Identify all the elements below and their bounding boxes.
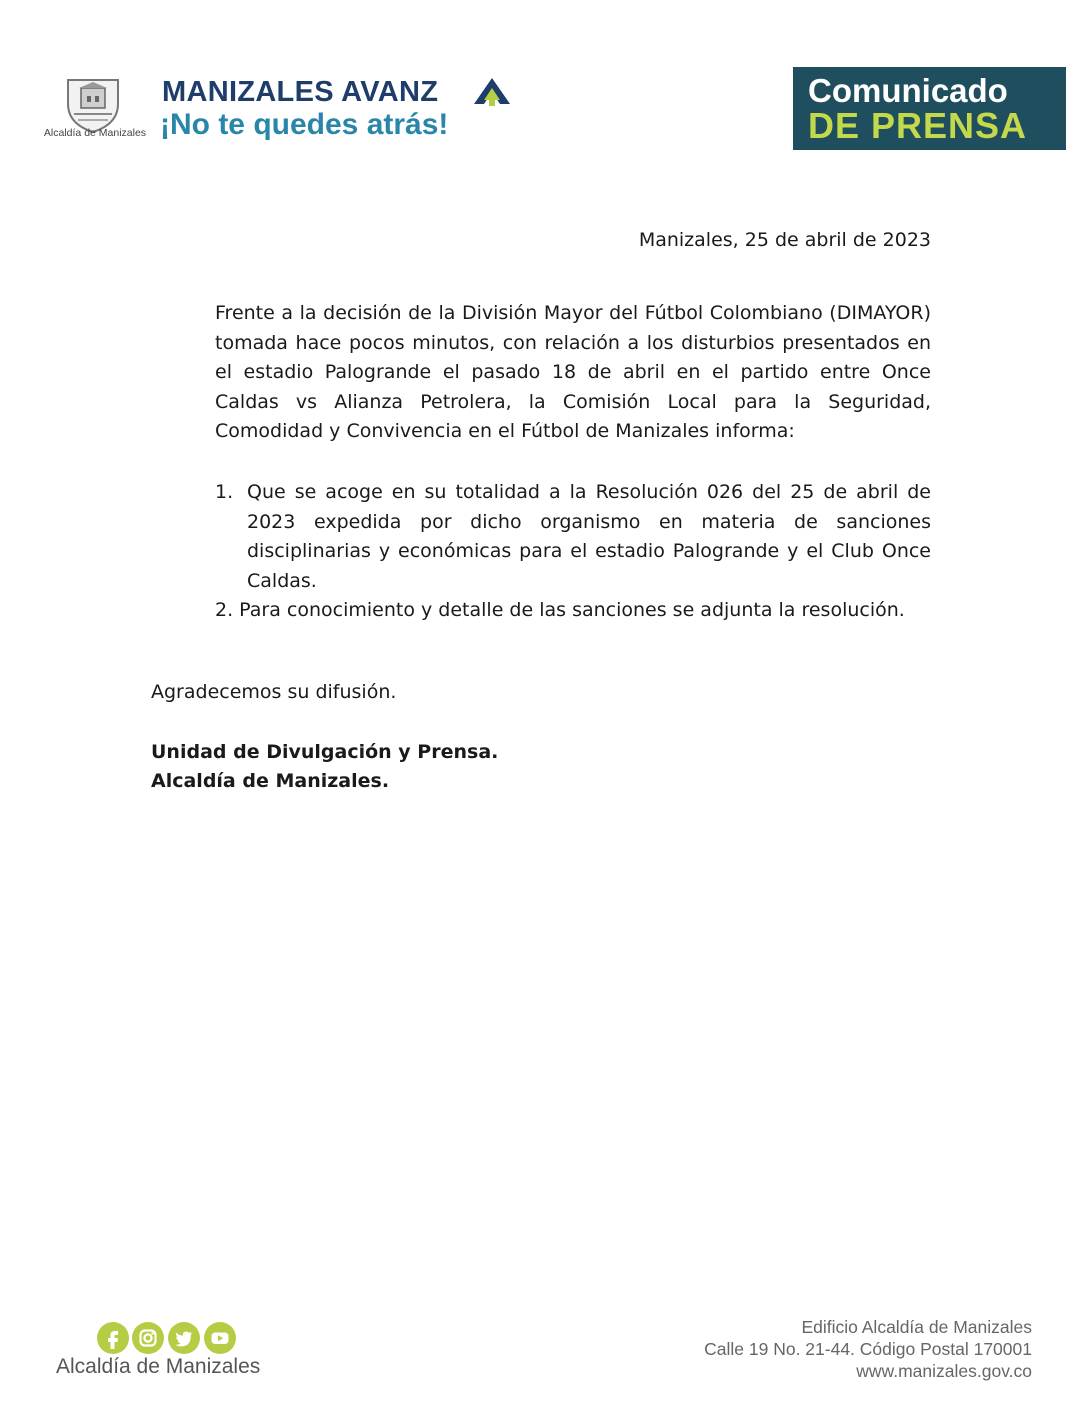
- footer-website-link[interactable]: www.manizales.gov.co: [856, 1361, 1032, 1381]
- signature-unit: Unidad de Divulgación y Prensa.: [151, 741, 499, 763]
- press-banner-line-1: Comunicado: [808, 72, 1008, 109]
- footer-address-street: Calle 19 No. 21-44. Código Postal 170001: [704, 1339, 1032, 1359]
- slogan-subtitle: ¡No te quedes atrás!: [160, 108, 449, 141]
- intro-paragraph: Frente a la decisión de la División Mayor del Fútbol Colombiano (DIMAYOR) tomada hace pocos minutos, con relación a los disturbios presentados en el estadio Palogrande el pasado 18 de abril en el partido entre Once Caldas vs Alianza Petrolera, la Comisión Local para la Seguridad, Comodidad y Convivencia en el Fútbol de Manizales informa:: [215, 302, 931, 442]
- list-item-1: [215, 478, 931, 596]
- list-item-2: 2. Para conocimiento y detalle de las sanciones se adjunta la resolución.: [215, 599, 905, 621]
- press-banner-line-2: DE PRENSA: [808, 105, 1028, 146]
- youtube-icon[interactable]: [204, 1322, 236, 1354]
- up-arrow-icon: [472, 76, 512, 106]
- list-item-text: Que se acoge en su totalidad a la Resolución 026 del 25 de abril de 2023 expedida por dicho organismo en materia de sanciones disciplinarias y económicas para el estadio Palogrande y el Club Once Caldas.: [247, 481, 931, 592]
- instagram-icon[interactable]: [132, 1322, 164, 1354]
- footer-organization-name: Alcaldía de Manizales: [56, 1355, 261, 1378]
- closing-thanks: Agradecemos su difusión.: [151, 681, 397, 703]
- twitter-icon[interactable]: [168, 1322, 200, 1354]
- list-item-number: 1.: [215, 481, 234, 503]
- footer-address-building: Edificio Alcaldía de Manizales: [801, 1317, 1032, 1337]
- signature-organization: Alcaldía de Manizales.: [151, 770, 390, 792]
- slogan-title: MANIZALES AVANZ: [162, 76, 439, 108]
- letter-date: Manizales, 25 de abril de 2023: [638, 229, 931, 251]
- crest-caption: Alcaldía de Manizales: [43, 127, 147, 139]
- facebook-icon[interactable]: [97, 1322, 129, 1354]
- crest-logo: [60, 74, 126, 134]
